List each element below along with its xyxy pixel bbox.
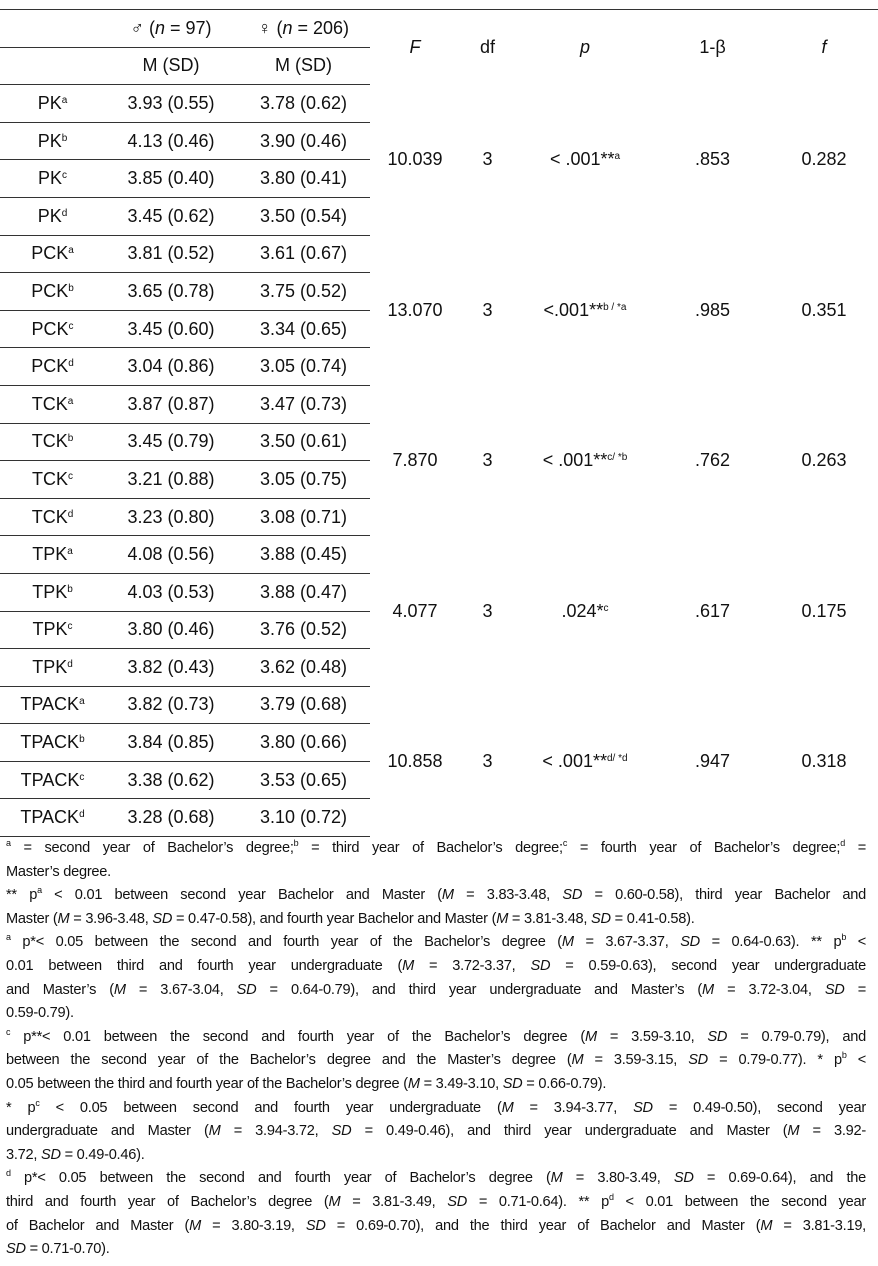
female-msd: 3.88 (0.45)	[237, 536, 370, 574]
stat-symbol: SD	[591, 910, 611, 927]
footnote-line	[6, 1026, 866, 1050]
p-value	[515, 385, 655, 535]
year-marker: b	[68, 282, 74, 294]
female-msd: 3.05 (0.74)	[237, 348, 370, 386]
footnote-text: = 3.83-3.48,	[453, 887, 563, 904]
table-row	[0, 235, 878, 273]
year-marker: d	[79, 809, 85, 821]
df-value: 3	[482, 149, 493, 170]
n-label: n	[282, 17, 293, 38]
row-label	[0, 724, 105, 762]
row-label	[0, 348, 105, 386]
male-msd: 3.45 (0.62)	[105, 197, 237, 235]
footnote-line	[6, 1191, 866, 1215]
df-value: 3	[482, 600, 493, 621]
footnote-line	[6, 884, 866, 908]
female-msd: 3.76 (0.52)	[237, 611, 370, 649]
construct-name: PCK	[31, 318, 69, 339]
year-marker: d	[6, 1168, 11, 1179]
year-marker: b	[79, 734, 85, 746]
footnote-line	[6, 1215, 866, 1239]
header-empty	[0, 10, 105, 48]
footnote-text: = 3.80-3.19,	[201, 1217, 306, 1234]
female-msd: 3.78 (0.62)	[237, 85, 370, 123]
footnote-text: = 0.49-0.50), second year	[652, 1099, 866, 1116]
table-body	[0, 85, 878, 837]
stat-symbol: SD	[236, 981, 257, 998]
footnote-line	[6, 1002, 866, 1026]
footnote-text: = 0.66-0.79).	[522, 1075, 607, 1092]
stat-symbol: M	[189, 1217, 201, 1234]
construct-name: TPK	[32, 544, 68, 565]
construct-name: TPACK	[20, 769, 80, 790]
row-label	[0, 423, 105, 461]
footnote-text: = 3.81-3.49,	[340, 1193, 448, 1210]
footnote-text: = 0.69-0.64), and the	[693, 1170, 866, 1187]
table-row	[0, 686, 878, 724]
male-msd: 3.93 (0.55)	[105, 85, 237, 123]
footnote-text: = 0.64-0.79), and third year undergraduate and Master’s (	[256, 981, 703, 998]
female-msd: 3.50 (0.54)	[237, 197, 370, 235]
year-marker: b	[841, 1050, 847, 1061]
row-label	[0, 310, 105, 348]
footnote-text: = third year of Bachelor’s degree;	[298, 840, 563, 856]
male-n: = 97)	[164, 17, 212, 38]
construct-name: PK	[37, 92, 62, 113]
footnote-text: = 3.72-3.37,	[413, 957, 531, 974]
results-table	[0, 9, 878, 837]
footnote-line	[6, 861, 866, 885]
stat-symbol: SD	[502, 1075, 523, 1092]
effect-size-value: 0.263	[801, 450, 847, 471]
stat-symbol: M	[760, 1217, 773, 1234]
footnote-line	[6, 1097, 866, 1121]
stat-symbol: M	[787, 1123, 800, 1140]
female-msd: 3.90 (0.46)	[237, 122, 370, 160]
footnote-text: = 3.92-	[799, 1123, 866, 1140]
female-msd: 3.47 (0.73)	[237, 385, 370, 423]
female-msd: 3.53 (0.65)	[237, 761, 370, 799]
female-msd: 3.79 (0.68)	[237, 686, 370, 724]
male-msd: 4.08 (0.56)	[105, 536, 237, 574]
p-value	[515, 536, 655, 686]
stat-symbol: M	[441, 887, 454, 904]
header-df: df	[460, 10, 515, 85]
paren: (	[271, 17, 283, 38]
p-main: < .001**	[549, 149, 615, 170]
male-msd: 3.04 (0.86)	[105, 348, 237, 386]
stat-symbol: SD	[447, 1193, 468, 1210]
footnote	[6, 1167, 866, 1261]
year-marker: a	[6, 932, 11, 943]
footnote-line	[6, 1120, 866, 1144]
stat-symbol: SD	[633, 1099, 653, 1116]
year-marker: d	[61, 207, 68, 219]
stat-symbol: M	[702, 981, 714, 998]
stat-symbol: SD	[530, 957, 551, 974]
year-marker: c	[62, 170, 67, 182]
footnote-text: 0.05 between the third and fourth year of the Bachelor’s degree (	[6, 1075, 408, 1092]
year-marker: c	[35, 1097, 40, 1108]
effect-size-value: 0.351	[801, 299, 847, 320]
header-F: F	[370, 10, 460, 85]
construct-name: TPACK	[20, 732, 80, 753]
footnote-text: =	[845, 840, 866, 856]
male-msd: 3.82 (0.73)	[105, 686, 237, 724]
male-msd: 3.81 (0.52)	[105, 235, 237, 273]
footnote-text: undergraduate and Master (	[6, 1123, 209, 1140]
footnote-line	[6, 1144, 866, 1168]
year-marker: b	[67, 433, 74, 445]
table-row	[0, 385, 878, 423]
male-msd: 3.85 (0.40)	[105, 160, 237, 198]
female-symbol: ♀	[257, 17, 272, 38]
footnote-text: = 3.96-3.48,	[69, 910, 153, 927]
stat-symbol: M	[57, 910, 70, 927]
year-marker: b	[61, 132, 68, 144]
male-msd: 3.23 (0.80)	[105, 498, 237, 536]
footnote-text: * p	[6, 1099, 36, 1116]
year-marker: a	[6, 838, 11, 848]
construct-name: TCK	[31, 506, 68, 527]
n-label: n	[154, 17, 165, 38]
year-marker: b	[841, 932, 847, 943]
p-main: .024*	[561, 600, 604, 621]
footnote-text: = second year of Bachelor’s degree;	[10, 840, 294, 856]
footnote-text: = 0.47-0.58), and fourth year Bachelor and Master (	[172, 910, 497, 927]
male-symbol: ♂	[130, 17, 144, 38]
year-marker: a	[61, 94, 68, 106]
footnote-text: = 3.94-3.72,	[220, 1123, 332, 1140]
footnote-text: = 3.67-3.04,	[125, 981, 237, 998]
male-msd: 3.45 (0.60)	[105, 310, 237, 348]
footnote-text: p*< 0.05 between the second and fourth year of the Bachelor’s degree (	[10, 934, 562, 951]
footnote-text: p*< 0.05 between the second and fourth year of Bachelor’s degree (	[10, 1170, 551, 1187]
footnote-line	[6, 955, 866, 979]
footnote-text: between the second year of the Bachelor’s degree and the Master’s degree (	[6, 1052, 572, 1069]
footnote-line	[6, 837, 866, 861]
footnote-text: = 0.79-0.79), and	[727, 1028, 866, 1045]
power-value: .617	[694, 600, 731, 621]
footnote-text: = 3.49-3.10,	[419, 1075, 503, 1092]
f-value: 10.039	[387, 149, 443, 170]
header-male-msd: M (SD)	[105, 47, 237, 85]
stat-symbol: M	[208, 1123, 221, 1140]
male-msd: 3.84 (0.85)	[105, 724, 237, 762]
year-marker: a	[67, 395, 74, 407]
df-value: 3	[482, 450, 493, 471]
footnote-text: = 0.41-0.58).	[610, 910, 695, 927]
year-marker: c	[562, 838, 568, 848]
p-value	[515, 85, 655, 235]
row-label	[0, 498, 105, 536]
footnote-line	[6, 1238, 866, 1262]
year-marker: c	[67, 621, 73, 633]
p-main: < .001**	[542, 750, 607, 771]
table-row	[0, 85, 878, 123]
footnote-text: = 3.81-3.48,	[508, 910, 592, 927]
paren: (	[143, 17, 155, 38]
female-msd: 3.88 (0.47)	[237, 573, 370, 611]
stat-symbol: M	[328, 1193, 341, 1210]
row-label	[0, 385, 105, 423]
construct-name: PCK	[31, 356, 69, 377]
p-main: < .001**	[542, 450, 608, 471]
p-marker: c	[603, 602, 609, 614]
stat-symbol: SD	[152, 910, 173, 927]
footnote-text: = 0.79-0.77). * p	[707, 1052, 842, 1069]
construct-name: PCK	[31, 243, 69, 264]
footnote-text: < 0.05 between second and fourth year undergraduate (	[39, 1099, 502, 1116]
footnote	[6, 837, 866, 884]
footnote-text: <	[846, 934, 866, 951]
male-msd: 3.82 (0.43)	[105, 649, 237, 687]
construct-name: TCK	[31, 393, 68, 414]
year-marker: c	[68, 320, 74, 332]
construct-name: TPACK	[20, 694, 80, 715]
footnote-text: 0.01 between third and fourth year undergraduate (	[6, 957, 403, 974]
footnote-text: Master (	[6, 910, 58, 927]
footnote-line	[6, 908, 866, 932]
row-label	[0, 761, 105, 799]
construct-name: PCK	[31, 280, 69, 301]
stat-symbol: M	[550, 1170, 563, 1187]
construct-name: TPK	[32, 656, 68, 677]
footnotes	[6, 837, 866, 1262]
stat-symbol: SD	[688, 1052, 708, 1069]
header-power: 1-β	[655, 10, 770, 85]
construct-name: TCK	[31, 431, 68, 452]
year-marker: b	[293, 838, 299, 848]
male-msd: 3.38 (0.62)	[105, 761, 237, 799]
female-msd: 3.62 (0.48)	[237, 649, 370, 687]
stat-symbol: SD	[824, 981, 845, 998]
footnote-text: 0.59-0.79).	[6, 1005, 74, 1022]
footnote-text: = 0.59-0.63), second year undergraduate	[550, 957, 866, 974]
footnote-text: = 3.81-3.19,	[772, 1217, 866, 1234]
row-label	[0, 235, 105, 273]
stat-symbol: M	[407, 1075, 420, 1092]
female-msd: 3.50 (0.61)	[237, 423, 370, 461]
footnote-text: = 0.49-0.46), and third year undergraduate and Master (	[351, 1123, 788, 1140]
year-marker: b	[67, 583, 73, 595]
footnote-text: p**< 0.01 between the second and fourth year of the Bachelor’s degree (	[10, 1028, 585, 1045]
stat-symbol: SD	[562, 887, 583, 904]
year-marker: a	[68, 245, 74, 257]
female-msd: 3.05 (0.75)	[237, 461, 370, 499]
footnote-text: = 0.49-0.46).	[60, 1146, 145, 1163]
f-value: 4.077	[392, 600, 438, 621]
year-marker: a	[37, 885, 42, 896]
year-marker: d	[608, 1191, 614, 1202]
female-msd: 3.80 (0.41)	[237, 160, 370, 198]
footnote-text: ** p	[6, 887, 38, 904]
footnote-text: = 0.71-0.70).	[25, 1241, 110, 1258]
effect-size-value: 0.175	[801, 600, 847, 621]
footnote	[6, 931, 866, 1025]
row-label	[0, 649, 105, 687]
female-msd: 3.34 (0.65)	[237, 310, 370, 348]
row-label	[0, 573, 105, 611]
year-marker: a	[79, 696, 85, 708]
p-value	[515, 235, 655, 385]
footnote-text: = 0.60-0.58), third year Bachelor and	[582, 887, 866, 904]
stat-symbol: M	[496, 910, 509, 927]
construct-name: PK	[37, 130, 62, 151]
male-msd: 3.87 (0.87)	[105, 385, 237, 423]
construct-name: TCK	[32, 468, 68, 489]
header-effect-size: f	[770, 10, 878, 85]
header-row-1	[0, 10, 878, 48]
f-value: 10.858	[387, 750, 443, 771]
stat-symbol: M	[402, 957, 414, 974]
footnote-text: and Master’s (	[6, 981, 114, 998]
p-marker: a	[614, 151, 621, 163]
header-male	[105, 10, 237, 48]
male-msd: 4.03 (0.53)	[105, 573, 237, 611]
p-marker: d/ *d	[606, 752, 628, 764]
p-marker: b / *a	[603, 301, 627, 313]
footnote	[6, 1026, 866, 1097]
row-label	[0, 197, 105, 235]
stat-symbol: SD	[680, 934, 700, 951]
footnote-text: Master’s degree.	[6, 863, 111, 880]
p-main: <.001**	[543, 299, 604, 320]
footnote-text: <	[846, 1052, 866, 1069]
footnote-line	[6, 1073, 866, 1097]
year-marker: a	[67, 546, 73, 558]
female-msd: 3.61 (0.67)	[237, 235, 370, 273]
footnote-text: = 3.94-3.77,	[513, 1099, 634, 1116]
row-label	[0, 461, 105, 499]
footnote-line	[6, 979, 866, 1003]
p-marker: c/ *b	[607, 452, 628, 464]
footnote-text: = 3.67-3.37,	[573, 934, 681, 951]
df-value: 3	[482, 299, 493, 320]
footnote-text: third and fourth year of Bachelor’s degree (	[6, 1193, 329, 1210]
construct-name: TPK	[32, 581, 68, 602]
year-marker: c	[68, 470, 73, 482]
power-value: .985	[694, 299, 731, 320]
female-n: = 206)	[292, 17, 350, 38]
footnote-text: = fourth year of Bachelor’s degree;	[567, 840, 841, 856]
table-row	[0, 536, 878, 574]
power-value: .947	[694, 750, 731, 771]
f-value: 13.070	[387, 299, 443, 320]
footnote-text: = 0.69-0.70), and the third year of Bachelor and Master (	[325, 1217, 761, 1234]
construct-name: PK	[37, 205, 62, 226]
footnote-text: of Bachelor and Master (	[6, 1217, 190, 1234]
header-empty	[0, 47, 105, 85]
stat-symbol: M	[571, 1052, 584, 1069]
header-p: p	[515, 10, 655, 85]
footnote-text: = 3.59-3.10,	[596, 1028, 708, 1045]
p-value	[515, 686, 655, 836]
row-label	[0, 160, 105, 198]
year-marker: d	[67, 508, 74, 520]
male-msd: 4.13 (0.46)	[105, 122, 237, 160]
footnote-text: = 3.59-3.15,	[583, 1052, 689, 1069]
power-value: .853	[694, 149, 731, 170]
stat-symbol: SD	[41, 1146, 61, 1163]
year-marker: c	[6, 1026, 11, 1037]
f-value: 7.870	[392, 450, 438, 471]
year-marker: d	[68, 358, 74, 370]
stat-symbol: SD	[707, 1028, 728, 1045]
footnote-text: = 0.71-0.64). ** p	[467, 1193, 609, 1210]
stat-symbol: M	[113, 981, 126, 998]
effect-size-value: 0.282	[801, 149, 847, 170]
power-value: .762	[694, 450, 731, 471]
year-marker: c	[79, 771, 85, 783]
footnote-text: < 0.01 between second year Bachelor and Master (	[41, 887, 442, 904]
male-msd: 3.28 (0.68)	[105, 799, 237, 837]
male-msd: 3.21 (0.88)	[105, 461, 237, 499]
effect-size-value: 0.318	[801, 750, 847, 771]
row-label	[0, 536, 105, 574]
row-label	[0, 273, 105, 311]
female-msd: 3.10 (0.72)	[237, 799, 370, 837]
female-msd: 3.08 (0.71)	[237, 498, 370, 536]
stat-symbol: M	[501, 1099, 514, 1116]
female-msd: 3.80 (0.66)	[237, 724, 370, 762]
female-msd: 3.75 (0.52)	[237, 273, 370, 311]
construct-name: TPK	[32, 619, 68, 640]
stat-symbol: SD	[673, 1170, 694, 1187]
footnote-line	[6, 1049, 866, 1073]
footnote-text: = 0.64-0.63). ** p	[699, 934, 842, 951]
construct-name: PK	[37, 168, 62, 189]
construct-name: TPACK	[20, 807, 80, 828]
stat-symbol: SD	[305, 1217, 326, 1234]
male-msd: 3.80 (0.46)	[105, 611, 237, 649]
footnote-text: =	[844, 981, 866, 998]
header-female-msd: M (SD)	[237, 47, 370, 85]
row-label	[0, 85, 105, 123]
footnote-line	[6, 1167, 866, 1191]
footnote-text: = 3.80-3.49,	[562, 1170, 674, 1187]
row-label	[0, 122, 105, 160]
footnote-text: 3.72,	[6, 1146, 42, 1163]
footnote-text: = 3.72-3.04,	[713, 981, 825, 998]
male-msd: 3.45 (0.79)	[105, 423, 237, 461]
stat-symbol: M	[561, 934, 574, 951]
footnote	[6, 1097, 866, 1168]
footnote-line	[6, 931, 866, 955]
row-label	[0, 799, 105, 837]
stat-symbol: SD	[6, 1241, 26, 1258]
stat-symbol: SD	[331, 1123, 352, 1140]
footnote-text: < 0.01 between the second year	[613, 1193, 866, 1210]
header-female	[237, 10, 370, 48]
row-label	[0, 611, 105, 649]
footnote	[6, 884, 866, 931]
row-label	[0, 686, 105, 724]
stat-symbol: M	[584, 1028, 597, 1045]
year-marker: d	[840, 838, 846, 848]
year-marker: d	[67, 658, 73, 670]
df-value: 3	[482, 750, 493, 771]
male-msd: 3.65 (0.78)	[105, 273, 237, 311]
